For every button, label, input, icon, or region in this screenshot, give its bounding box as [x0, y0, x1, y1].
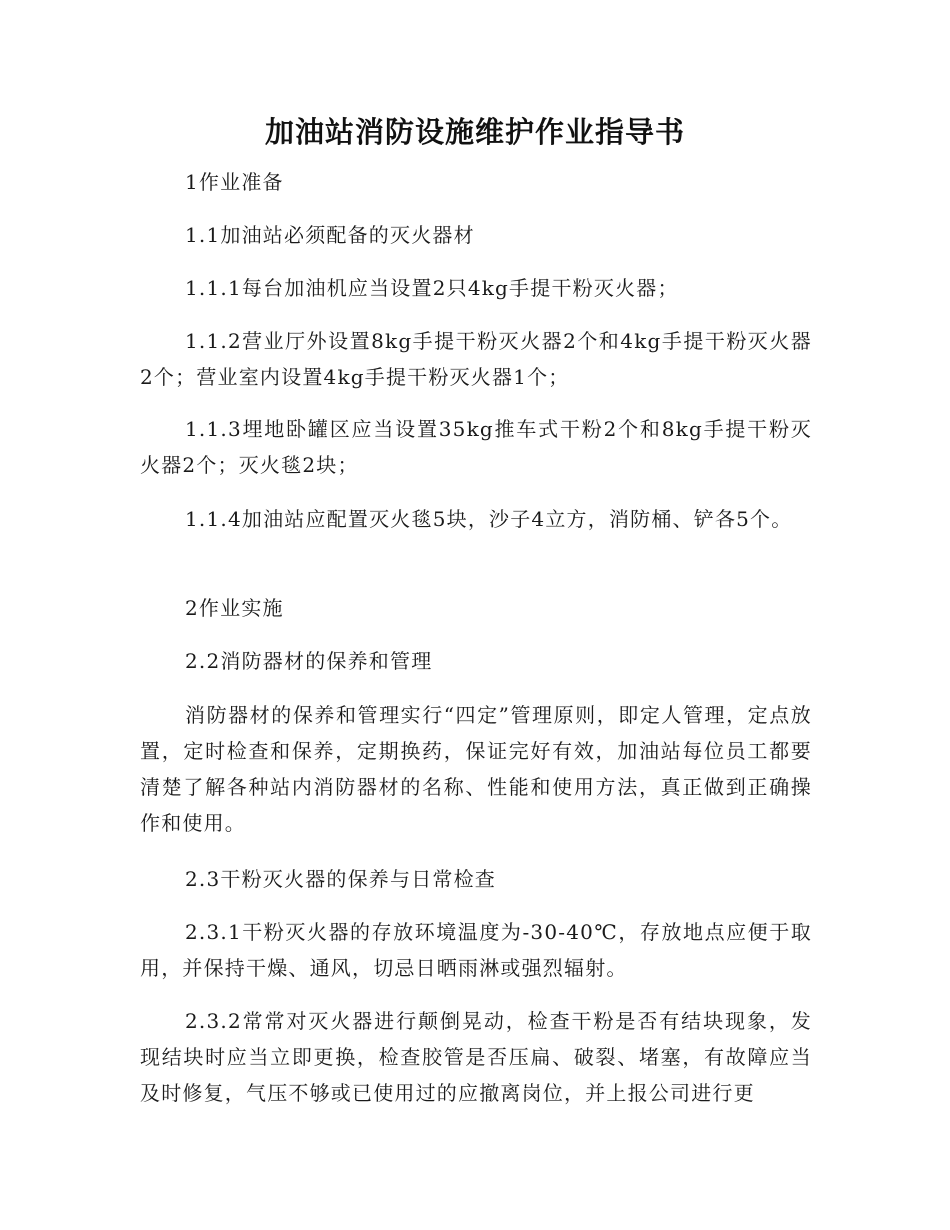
paragraph-2-2-body: 消防器材的保养和管理实行“四定”管理原则，即定人管理，定点放置，定时检查和保养，定期换药，保证完好有效，加油站每位员工都要清楚了解各种站内消防器材的名称、性能和使用方法，真正做到正确操作和使用。	[140, 703, 812, 835]
paragraph-2-3-2: 2.3.2常常对灭火器进行颠倒晃动，检查干粉是否有结块现象，发现结块时应当立即更换，检查胶管是否压扁、破裂、堵塞，有故障应当及时修复，气压不够或已使用过的应撤离岗位，并上报公司进行更	[140, 1009, 812, 1105]
document-title: 加油站消防设施维护作业指导书	[264, 115, 685, 149]
section-heading-1: 1作业准备	[185, 170, 284, 194]
paragraph-1-1-1: 1.1.1每台加油机应当设置2只4kg手提干粉灭火器；	[185, 276, 679, 300]
paragraph-2-3-1: 2.3.1干粉灭火器的存放环境温度为-30-40℃，存放地点应便于取用，并保持干燥、通风，切忌日晒雨淋或强烈辐射。	[140, 920, 812, 980]
paragraph-1-1-4: 1.1.4加油站应配置灭火毯5块，沙子4立方，消防桶、铲各5个。	[185, 507, 793, 531]
section-heading-2: 2作业实施	[185, 596, 284, 620]
subsection-heading-2-2: 2.2消防器材的保养和管理	[185, 649, 433, 673]
subsection-heading-1-1: 1.1加油站必须配备的灭火器材	[185, 223, 475, 247]
subsection-heading-2-3: 2.3干粉灭火器的保养与日常检查	[185, 867, 497, 891]
paragraph-1-1-2: 1.1.2营业厅外设置8kg手提干粉灭火器2个和4kg手提干粉灭火器2个；营业室内设置4kg手提干粉灭火器1个；	[140, 329, 812, 389]
paragraph-1-1-3: 1.1.3埋地卧罐区应当设置35kg推车式干粉2个和8kg手提干粉灭火器2个；灭火毯2块；	[140, 417, 812, 477]
